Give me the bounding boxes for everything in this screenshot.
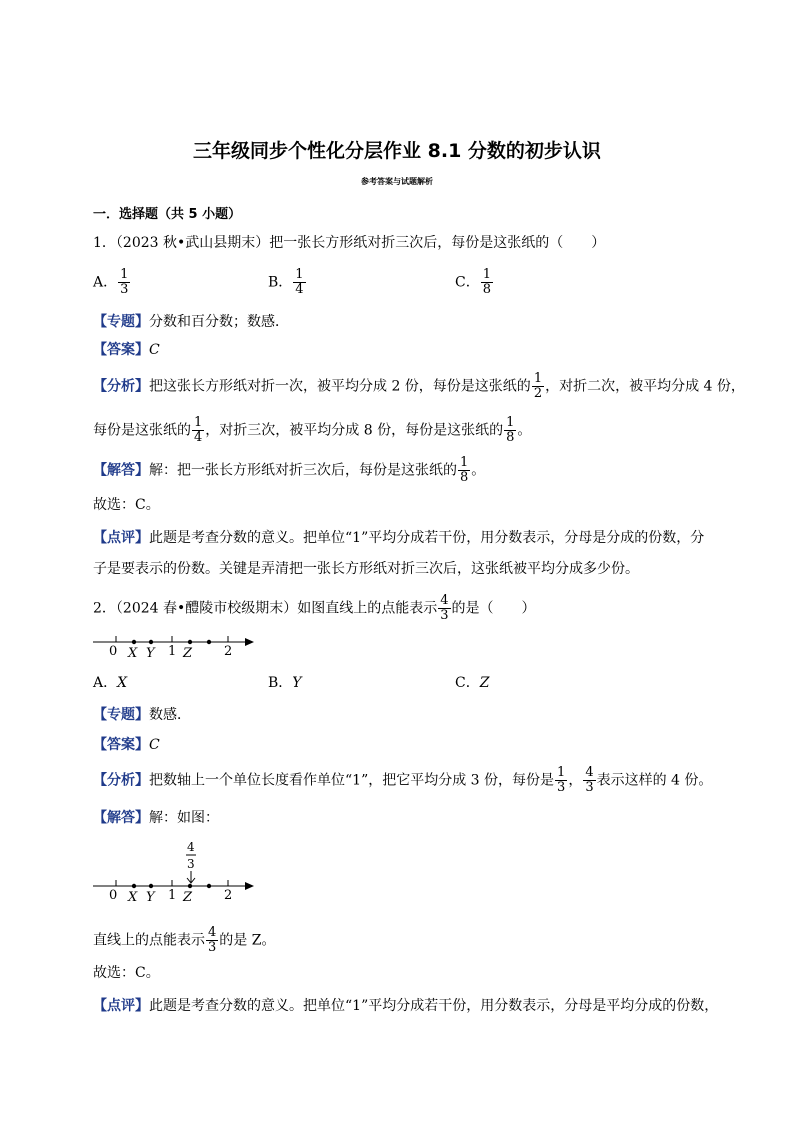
q1-topic: 【专题】分数和百分数；数感． <box>93 314 289 330</box>
solution-tag: 【解答】 <box>93 810 149 826</box>
q2-option-a: A．X <box>93 675 128 691</box>
q2-choice: 故选：C。 <box>93 965 160 981</box>
q2-analysis: 【分析】把数轴上一个单位长度看作单位“1”，把它平均分成 3 份，每份是 $\frac{1}{3}$ ， $\frac{4}{3}$ 表示这样的 4 份。 <box>93 765 713 795</box>
q1-option-b-fraction: $\frac{1}{4}$ <box>295 267 304 297</box>
svg-text:Y: Y <box>146 890 155 905</box>
page-subtitle: 参考答案与试题解析 <box>361 177 433 186</box>
point-extra <box>207 640 211 644</box>
label-y: Y <box>146 646 155 661</box>
topic-tag: 【专题】 <box>93 314 149 330</box>
svg-text:X: X <box>128 890 138 905</box>
q1-analysis-line2: 每份是这张纸的 $\frac{1}{4}$ ，对折三次，被平均分成 8 份，每份是这张纸的 $\frac{1}{8}$ 。 <box>93 415 532 445</box>
q1-option-c-fraction: $\frac{1}{8}$ <box>482 267 491 297</box>
fraction: $\frac{1}{4}$ <box>194 415 203 445</box>
analysis-tag: 【分析】 <box>93 772 149 789</box>
q2-topic: 【专题】数感． <box>93 707 191 723</box>
q2-answer: 【答案】C <box>93 737 160 753</box>
arrow-fraction-denominator: 3 <box>187 857 195 871</box>
fraction: $\frac{4}{3}$ <box>585 765 594 795</box>
q2-solution: 【解答】解：如图： <box>93 810 219 826</box>
q2-option-c: C．Z <box>455 675 490 691</box>
comment-tag: 【点评】 <box>93 998 149 1014</box>
q2-number-line <box>88 632 258 662</box>
q1-stem: 1．（2023 秋•武山县期末）把一张长方形纸对折三次后，每份是这张纸的（ ） <box>93 235 606 251</box>
q1-choice: 故选：C。 <box>93 497 160 513</box>
q1-option-c: C． $\frac{1}{8}$ <box>455 267 491 297</box>
q1-solution: 【解答】解：把一张长方形纸对折三次后，每份是这张纸的 $\frac{1}{8}$ 。 <box>93 455 486 485</box>
q2-result: 直线上的点能表示 $\frac{4}{3}$ 的是 Z。 <box>93 925 276 955</box>
analysis-tag: 【分析】 <box>93 378 149 395</box>
fraction: $\frac{4}{3}$ <box>440 593 449 623</box>
q2-option-b: B．Y <box>268 675 302 691</box>
page-title: 三年级同步个性化分层作业 8.1 分数的初步认识 <box>193 140 601 162</box>
topic-tag: 【专题】 <box>93 707 149 723</box>
fraction: $\frac{1}{2}$ <box>533 371 543 401</box>
q2-stem: 2．（2024 春•醴陵市校级期末）如图直线上的点能表示 $\frac{4}{3}$ 的是（ ） <box>93 593 536 623</box>
section-heading: 一．选择题（共 5 小题） <box>93 207 242 222</box>
q1-answer: 【答案】C <box>93 342 160 358</box>
fraction: $\frac{1}{8}$ <box>506 415 515 445</box>
q1-comment-line2: 子是要表示的份数。关键是弄清把一张长方形纸对折三次后，这张纸被平均分成多少份。 <box>93 561 639 577</box>
fraction: $\frac{1}{3}$ <box>557 765 566 795</box>
q1-analysis-line1: 【分析】把这张长方形纸对折一次，被平均分成 2 份，每份是这张纸的 $\frac{1}{2}$ ，对折二次，被平均分成 4 份， <box>93 371 745 401</box>
solution-tag: 【解答】 <box>93 462 149 479</box>
point-z <box>188 640 192 644</box>
svg-text:2: 2 <box>224 888 233 903</box>
answer-tag: 【答案】 <box>93 737 149 753</box>
point-x <box>132 640 136 644</box>
label-zero: 0 <box>109 644 118 659</box>
svg-text:Z: Z <box>183 890 193 905</box>
answer-tag: 【答案】 <box>93 342 149 358</box>
q1-option-b: B． $\frac{1}{4}$ <box>268 267 304 297</box>
q1-comment-line1: 【点评】此题是考查分数的意义。把单位“1”平均分成若干份，用分数表示，分母是分成的份数，分 <box>93 530 705 546</box>
fraction: $\frac{1}{8}$ <box>460 455 469 485</box>
label-z: Z <box>183 646 193 661</box>
arrow-fraction-numerator: 4 <box>187 840 195 854</box>
label-one: 1 <box>168 644 177 659</box>
q2-comment-line1: 【点评】此题是考查分数的意义。把单位“1”平均分成若干份，用分数表示，分母是平均分成的份数， <box>93 998 719 1014</box>
svg-text:0: 0 <box>109 888 118 903</box>
fraction: $\frac{4}{3}$ <box>208 925 217 955</box>
q1-option-a: A． $\frac{1}{3}$ <box>93 267 129 297</box>
comment-tag: 【点评】 <box>93 530 149 546</box>
svg-text:1: 1 <box>168 888 177 903</box>
label-two: 2 <box>224 644 233 659</box>
q2-solution-number-line <box>88 838 258 906</box>
label-x: X <box>128 646 138 661</box>
point-y <box>149 640 153 644</box>
q1-option-a-fraction: $\frac{1}{3}$ <box>120 267 129 297</box>
